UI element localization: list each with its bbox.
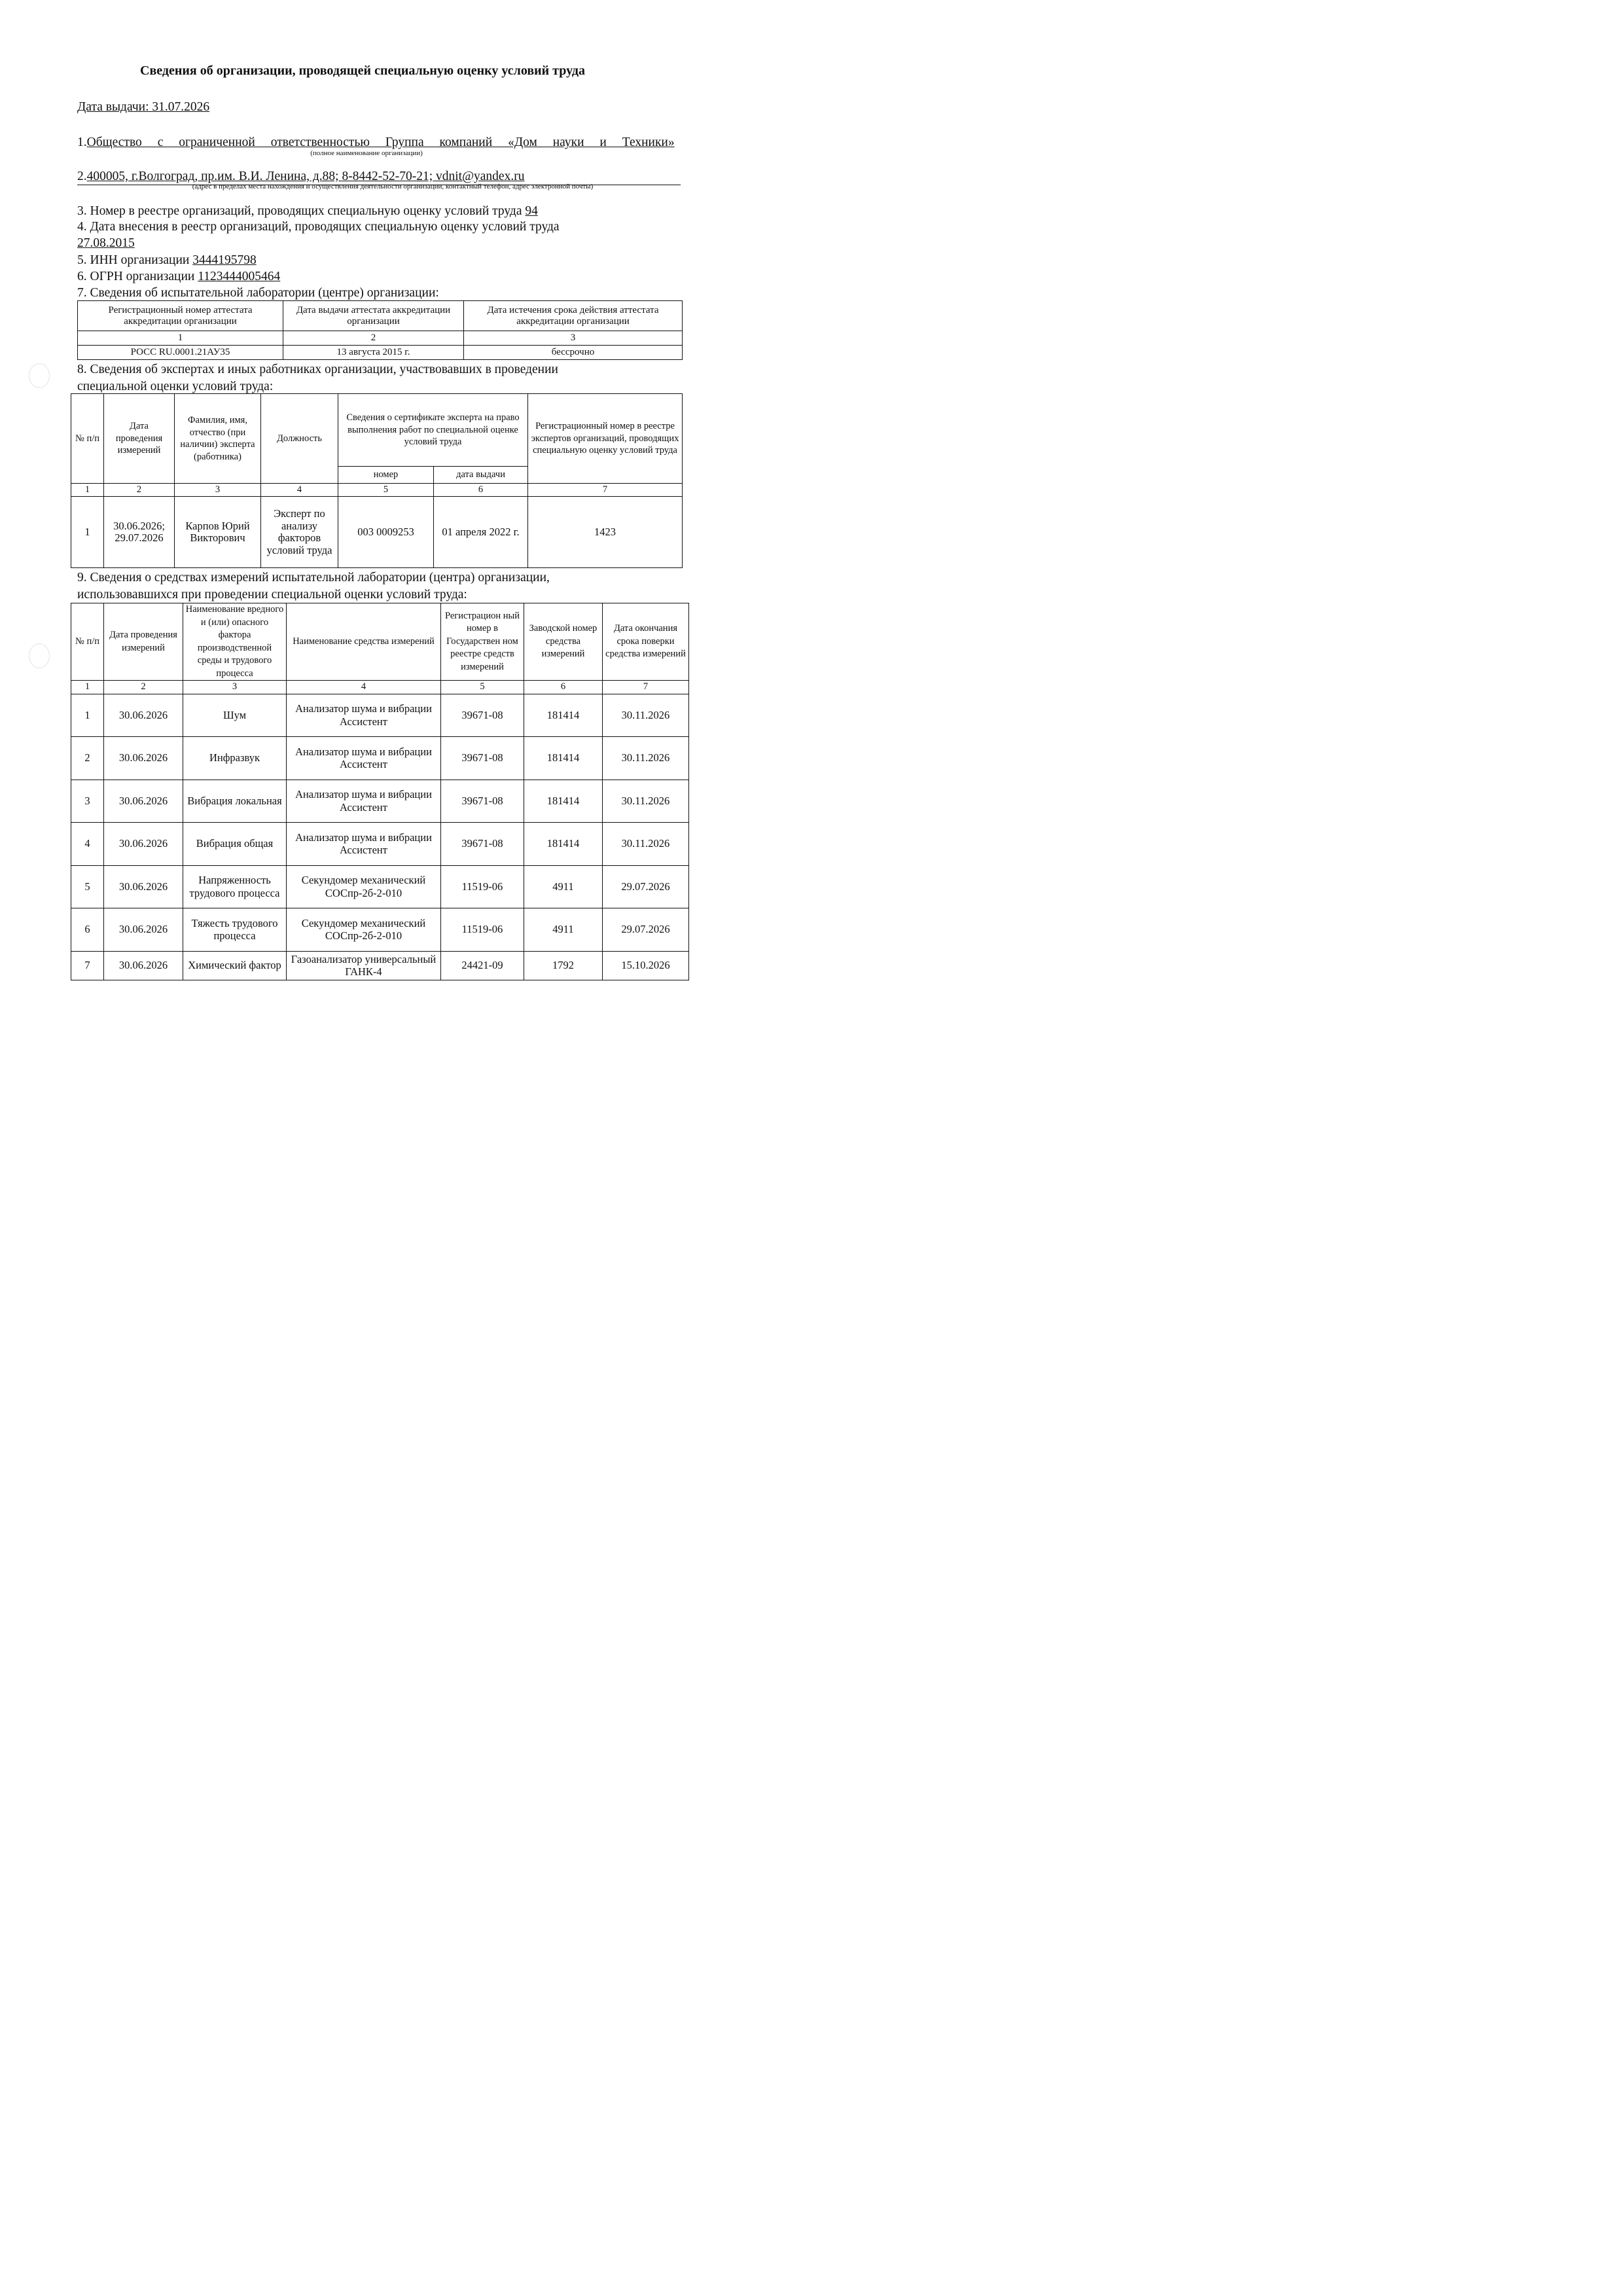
instrument-num: 2	[71, 736, 104, 780]
header-registry-number: Регистрационный номер в реестре экспертов организаций, проводящих специальную оценку условий труда	[528, 394, 683, 484]
column-number: 4	[287, 681, 441, 694]
header-verification-date: Дата окончания срока поверки средства измерений	[603, 603, 689, 681]
column-number: 5	[441, 681, 524, 694]
instrument-num: 4	[71, 822, 104, 865]
instrument-name: Секундомер механический СОСпр-2б-2-010	[287, 908, 441, 951]
table-row	[71, 865, 689, 908]
column-number: 3	[183, 681, 287, 694]
item3-row	[77, 204, 544, 219]
instrument-measurement-date: 30.06.2026	[104, 951, 183, 980]
item2-prefix: 2.	[77, 170, 87, 183]
instrument-serial: 181414	[524, 736, 603, 780]
lab-accreditation-table	[77, 300, 683, 360]
column-number: 2	[104, 484, 175, 497]
header-date: Дата проведения измерений	[104, 394, 175, 484]
expert-certificate-date: 01 апреля 2022 г.	[434, 497, 528, 568]
instrument-factor: Инфразвук	[183, 736, 287, 780]
column-number: 6	[434, 484, 528, 497]
header-serial-number: Заводской номер средства измерений	[524, 603, 603, 681]
instrument-verification-date: 30.11.2026	[603, 694, 689, 736]
column-number: 3	[464, 331, 683, 346]
item3-label: 3. Номер в реестре организаций, проводящих специальную оценку условий труда	[77, 204, 522, 218]
accreditation-expiry: бессрочно	[464, 346, 683, 360]
expert-measurement-date: 30.06.2026; 29.07.2026	[104, 497, 175, 568]
instrument-serial: 181414	[524, 822, 603, 865]
instruments-table	[71, 603, 689, 980]
instrument-factor: Шум	[183, 694, 287, 736]
instrument-measurement-date: 30.06.2026	[104, 822, 183, 865]
column-number: 7	[528, 484, 683, 497]
header-position: Должность	[261, 394, 338, 484]
item7-label: 7. Сведения об испытательной лаборатории (центре) организации:	[77, 286, 439, 300]
header-device: Наименование средства измерений	[287, 603, 441, 681]
punch-hole-mark	[29, 643, 50, 668]
instrument-serial: 4911	[524, 908, 603, 951]
header-accreditation-expiry: Дата истечения срока действия аттестата аккредитации организации	[464, 301, 683, 331]
table-row	[71, 694, 689, 736]
header-num: № п/п	[71, 603, 104, 681]
instrument-measurement-date: 30.06.2026	[104, 736, 183, 780]
item2-caption: (адрес в пределах места нахождения и осуществления деятельности организации, контактный телефон, адрес электронной почты)	[192, 183, 594, 190]
expert-registry-number: 1423	[528, 497, 683, 568]
header-date: Дата проведения измерений	[104, 603, 183, 681]
column-number: 2	[104, 681, 183, 694]
item4-row	[77, 219, 560, 235]
table-row	[71, 497, 683, 568]
org-full-name: Общество с ограниченной ответственностью Группа компаний «Дом науки и Техники»	[86, 135, 675, 149]
instrument-factor: Вибрация общая	[183, 822, 287, 865]
page-title: Сведения об организации, проводящей специальную оценку условий труда	[140, 63, 585, 78]
instrument-name: Газоанализатор универсальный ГАНК-4	[287, 951, 441, 980]
item8-label-line1: 8. Сведения об экспертах и иных работниках организации, участвовавших в проведении	[77, 363, 558, 376]
registry-date: 27.08.2015	[77, 236, 135, 250]
instrument-verification-date: 15.10.2026	[603, 951, 689, 980]
instrument-measurement-date: 30.06.2026	[104, 780, 183, 822]
column-number: 1	[71, 681, 104, 694]
header-certificate-number: номер	[338, 467, 434, 484]
item9-label-line1: 9. Сведения о средствах измерений испытательной лаборатории (центра) организации,	[77, 571, 550, 584]
instrument-num: 1	[71, 694, 104, 736]
item9-label-line2: использовавшихся при проведении специальной оценки условий труда:	[77, 588, 467, 601]
column-number: 1	[78, 331, 283, 346]
item8-label-line2: специальной оценки условий труда:	[77, 380, 274, 393]
item6-label: 6. ОГРН организации	[77, 270, 195, 283]
instrument-serial: 181414	[524, 780, 603, 822]
instrument-verification-date: 29.07.2026	[603, 908, 689, 951]
instrument-name: Секундомер механический СОСпр-2б-2-010	[287, 865, 441, 908]
instrument-registry-number: 39671-08	[441, 780, 524, 822]
instrument-verification-date: 30.11.2026	[603, 736, 689, 780]
expert-position: Эксперт по анализу факторов условий труда	[261, 497, 338, 568]
column-number: 2	[283, 331, 464, 346]
registry-number: 94	[525, 204, 538, 218]
instrument-factor: Напряженность трудового процесса	[183, 865, 287, 908]
experts-table	[71, 393, 683, 568]
instrument-num: 3	[71, 780, 104, 822]
expert-certificate-number: 003 0009253	[338, 497, 434, 568]
instrument-name: Анализатор шума и вибрации Ассистент	[287, 694, 441, 736]
item5-label: 5. ИНН организации	[77, 253, 190, 267]
header-factor: Наименование вредного и (или) опасного фактора производственной среды и трудового процесса	[183, 603, 287, 681]
header-accreditation-number: Регистрационный номер аттестата аккредитации организации	[78, 301, 283, 331]
instrument-registry-number: 11519-06	[441, 908, 524, 951]
item6-row	[77, 269, 309, 285]
table-row	[71, 908, 689, 951]
header-state-registry-number: Регистрацион ный номер в Государствен ном реестре средств измерений	[441, 603, 524, 681]
instrument-verification-date: 29.07.2026	[603, 865, 689, 908]
column-number: 1	[71, 484, 104, 497]
punch-hole-mark	[29, 363, 50, 388]
accreditation-issue-date: 13 августа 2015 г.	[283, 346, 464, 360]
table-row	[71, 736, 689, 780]
accreditation-number: РОСС RU.0001.21АУ35	[78, 346, 283, 360]
instrument-verification-date: 30.11.2026	[603, 780, 689, 822]
table-row	[71, 951, 689, 980]
instrument-registry-number: 39671-08	[441, 694, 524, 736]
header-certificate: Сведения о сертификате эксперта на право выполнения работ по специальной оценке условий труда	[338, 394, 528, 467]
instrument-num: 6	[71, 908, 104, 951]
instrument-registry-number: 39671-08	[441, 736, 524, 780]
issue-date: Дата выдачи: 31.07.2026	[77, 100, 210, 114]
instrument-factor: Химический фактор	[183, 951, 287, 980]
expert-fio: Карпов Юрий Викторович	[175, 497, 261, 568]
column-number: 6	[524, 681, 603, 694]
instrument-serial: 4911	[524, 865, 603, 908]
item1-row	[77, 135, 681, 151]
instrument-name: Анализатор шума и вибрации Ассистент	[287, 822, 441, 865]
instrument-serial: 1792	[524, 951, 603, 980]
ogrn-value: 1123444005464	[198, 270, 281, 283]
instrument-name: Анализатор шума и вибрации Ассистент	[287, 736, 441, 780]
instrument-factor: Тяжесть трудового процесса	[183, 908, 287, 951]
item1-prefix: 1.	[77, 135, 87, 149]
instrument-measurement-date: 30.06.2026	[104, 865, 183, 908]
column-number: 4	[261, 484, 338, 497]
column-number: 5	[338, 484, 434, 497]
table-row	[71, 822, 689, 865]
item4-label: 4. Дата внесения в реестр организаций, проводящих специальную оценку условий труда	[77, 220, 560, 234]
instrument-name: Анализатор шума и вибрации Ассистент	[287, 780, 441, 822]
inn-value: 3444195798	[192, 253, 257, 267]
header-num: № п/п	[71, 394, 104, 484]
table-row	[71, 780, 689, 822]
instrument-factor: Вибрация локальная	[183, 780, 287, 822]
instrument-num: 7	[71, 951, 104, 980]
instrument-registry-number: 11519-06	[441, 865, 524, 908]
instrument-measurement-date: 30.06.2026	[104, 908, 183, 951]
instrument-registry-number: 24421-09	[441, 951, 524, 980]
header-accreditation-issue-date: Дата выдачи аттестата аккредитации организации	[283, 301, 464, 331]
item1-caption: (полное наименование организации)	[310, 149, 423, 157]
instrument-verification-date: 30.11.2026	[603, 822, 689, 865]
column-number: 3	[175, 484, 261, 497]
item5-row	[77, 253, 274, 268]
instrument-num: 5	[71, 865, 104, 908]
column-number: 7	[603, 681, 689, 694]
header-fio: Фамилия, имя, отчество (при наличии) эксперта (работника)	[175, 394, 261, 484]
instrument-measurement-date: 30.06.2026	[104, 694, 183, 736]
expert-num: 1	[71, 497, 104, 568]
instrument-registry-number: 39671-08	[441, 822, 524, 865]
org-address-contacts: 400005, г.Волгоград, пр.им. В.И. Ленина, д.88; 8-8442-52-70-21; vdnit@yandex.ru	[86, 170, 525, 183]
instrument-serial: 181414	[524, 694, 603, 736]
header-certificate-date: дата выдачи	[434, 467, 528, 484]
